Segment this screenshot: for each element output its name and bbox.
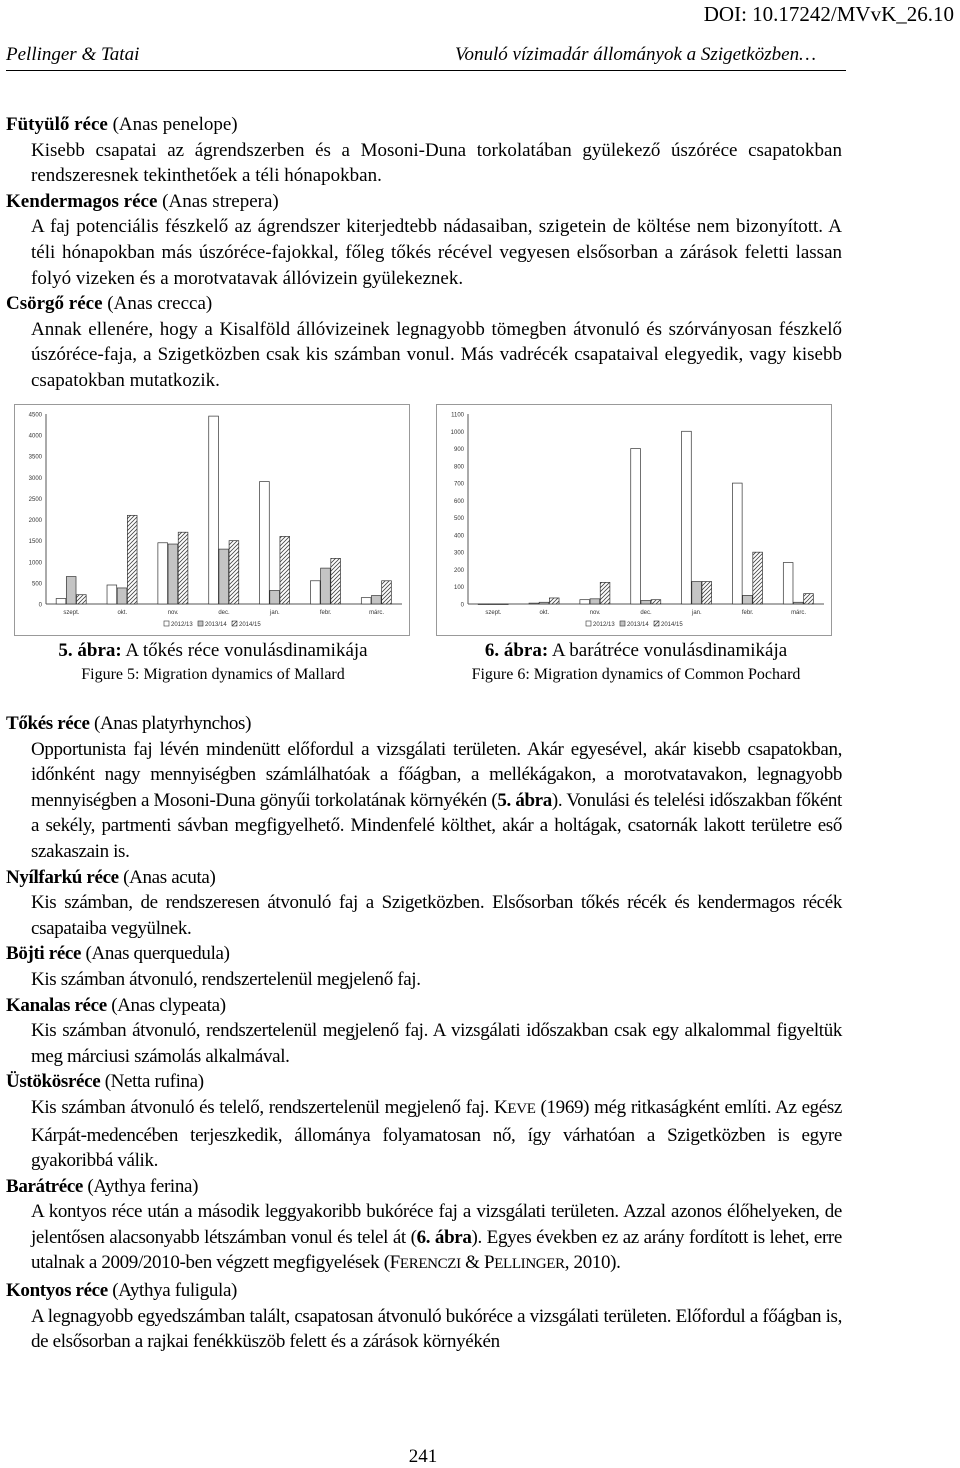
bar <box>499 604 509 605</box>
x-tick-label: jan. <box>270 610 280 616</box>
y-tick-label: 1100 <box>451 412 464 419</box>
figure-6-caption-hu: A barátréce vonulásdinamikája <box>551 640 788 661</box>
bar <box>127 515 137 604</box>
bar <box>702 582 712 604</box>
figure-5-caption-hu: A tőkés réce vonulásdinamikája <box>125 640 368 661</box>
species-text: Kis számban átvonuló, rendszertelenül megjelenő faj. A vizsgálati időszakban csak egy alkalommal figyeltük meg márciusi számolás alkalmával. <box>31 1020 842 1067</box>
bar <box>549 598 559 604</box>
species-text: Kis számban átvonuló, rendszertelenül megjelenő faj. <box>31 968 421 990</box>
species-heading: Tőkés réce (Anas platyrhynchos) <box>6 713 252 734</box>
x-tick-label: febr. <box>319 610 332 616</box>
y-tick-label: 0 <box>460 602 464 609</box>
bar <box>580 600 590 604</box>
bar <box>321 568 331 604</box>
x-tick-label: febr. <box>741 610 754 616</box>
bar <box>361 598 371 604</box>
bar <box>310 581 320 604</box>
legend-swatch <box>586 621 591 626</box>
bar <box>732 483 742 604</box>
legend-label: 2012/13 <box>171 622 193 628</box>
legend-swatch <box>232 621 237 626</box>
figure-5-caption <box>0 640 426 662</box>
y-tick-label: 4500 <box>28 412 42 419</box>
figure-5-caption-en: Figure 5: Migration dynamics of Mallard <box>81 666 345 683</box>
bar <box>382 581 392 604</box>
bar <box>260 482 270 604</box>
species-heading: Nyílfarkú réce (Anas acuta) <box>6 866 216 888</box>
x-tick-label: jan. <box>692 610 702 616</box>
species-text: Annak ellenére, hogy a Kisalföld állóvizeinek legnagyobb tömegben átvonuló és szórványosan fészkelő úszóréce-faja, a Szigetközben csak kis számban vonul. Más vadrécék csapataival elegyedik, vagy kisebb csapatokban mutatkozik. <box>31 318 842 391</box>
y-tick-label: 1000 <box>28 560 42 567</box>
y-tick-label: 600 <box>453 498 464 505</box>
y-tick-label: 1000 <box>450 429 464 436</box>
bar <box>371 596 381 604</box>
species-text: A legnagyobb egyedszámban talált, csapatosan átvonuló bukóréce a vizsgálati területen. Előfordul a főágban is, de elsősorban a rajkai fenékküszöb felett és a zárások környékén <box>31 1305 842 1353</box>
bar <box>804 594 814 604</box>
species-text: Opportunista faj lévén mindenütt előfordul a vizsgálati területen. Akár egyesével, akár kisebb csapatokban, időnként nagy mennyiségben számlálhatóak a főágban, a mellékágakon, a morotvatavakon, legnagyobb mennyiségben a Mosoni-Duna gönyűi torkolatának környékén (5. ábra). Vonulási és telelési időszakban főként a sekély, partmenti sávban megfigyelhető. Mindenfelé költhet, akár a holtágak, csatornák lakott területre eső szakaszain is. <box>31 738 842 862</box>
text-block-top <box>6 112 842 394</box>
x-tick-label: nov. <box>167 610 179 616</box>
species-heading: Kontyos réce (Aythya fuligula) <box>6 1280 237 1302</box>
x-tick-label: okt. <box>117 610 128 616</box>
species-text: Kis számban átvonuló és telelő, rendszertelenül megjelenő faj. KEVE (1969) még ritkaságként említi. Az egész Kárpát-medencében terjeszkedik, állománya folyamatosan nő, így várhatóan a Szigetközben is egyre gyakoribbá válik. <box>31 1096 843 1172</box>
species-heading: Csörgő réce (Anas crecca) <box>6 293 213 315</box>
header-rule <box>6 70 846 71</box>
bar <box>56 599 66 604</box>
x-tick-label: nov. <box>589 610 601 616</box>
figure-6-caption <box>426 640 846 662</box>
legend-swatch <box>620 621 625 626</box>
bar <box>743 595 753 604</box>
legend-label: 2014/15 <box>661 622 683 628</box>
species-text: A faj potenciális fészkelő az ágrendszer kiterjedtebb nádasaiban, szigetein de költése nem bizonyított. A téli hónapokban más úszóréce-fajokkal, főleg tőkés récével vegyesen elsősorban a zárások feletti lassan folyó vizeken és a morotvatavak állóvizein gyülekeznek. <box>31 216 842 289</box>
legend-label: 2013/14 <box>205 622 227 628</box>
text-block-bottom <box>6 711 842 1355</box>
x-tick-label: szept. <box>485 610 502 616</box>
bar <box>209 416 219 604</box>
figure-5-label: 5. ábra: <box>58 640 122 661</box>
bar <box>158 543 168 604</box>
bar <box>77 595 87 604</box>
x-tick-label: dec. <box>218 610 230 616</box>
y-tick-label: 1500 <box>28 539 42 546</box>
doi: DOI: 10.17242/MVvK_26.10 <box>703 2 954 26</box>
bar <box>66 577 76 604</box>
legend-label: 2012/13 <box>593 622 615 628</box>
figure-6-chart <box>436 404 832 636</box>
y-tick-label: 0 <box>38 602 42 609</box>
bar <box>651 600 661 604</box>
bar <box>478 604 488 605</box>
bar <box>631 449 641 604</box>
species-text: Kis számban, de rendszeresen átvonuló faj a Szigetközben. Elsősorban tőkés récék és kendermagos récék csapataiba vegyülnek. <box>31 892 842 939</box>
y-tick-label: 800 <box>453 464 464 471</box>
y-tick-label: 300 <box>453 550 464 557</box>
bar <box>117 588 127 604</box>
bar <box>270 590 280 604</box>
y-tick-label: 700 <box>453 481 464 488</box>
bar <box>331 558 341 604</box>
legend-swatch <box>654 621 659 626</box>
y-tick-label: 900 <box>453 447 464 454</box>
bar <box>280 536 290 604</box>
x-tick-label: okt. <box>539 610 550 616</box>
bar <box>178 532 188 604</box>
bar <box>229 541 239 604</box>
bar <box>600 582 610 604</box>
species-heading: Barátréce (Aythya ferina) <box>6 1175 199 1197</box>
species-text: Kisebb csapatai az ágrendszerben és a Mosoni-Duna torkolatában gyülekező úszóréce csapatokban rendszeresnek tekinthetőek a téli hónapokban. <box>31 139 842 187</box>
bar <box>753 552 763 604</box>
y-tick-label: 200 <box>453 567 464 574</box>
bar <box>219 549 229 604</box>
figure-6-caption-en: Figure 6: Migration dynamics of Common Pochard <box>471 666 801 683</box>
bar <box>488 604 498 605</box>
bar <box>168 544 178 604</box>
bar <box>641 601 651 604</box>
species-heading: Böjti réce (Anas querquedula) <box>6 943 230 965</box>
legend-label: 2014/15 <box>239 622 261 628</box>
legend-swatch <box>198 621 203 626</box>
y-tick-label: 100 <box>453 585 464 592</box>
running-head-authors: Pellinger & Tatai <box>6 44 140 65</box>
species-heading: Kendermagos réce (Anas strepera) <box>6 190 279 212</box>
x-tick-label: márc. <box>369 610 385 616</box>
bar <box>692 582 702 604</box>
y-tick-label: 400 <box>453 533 464 540</box>
page-number: 241 <box>408 1446 438 1467</box>
x-tick-label: szept. <box>63 610 80 616</box>
y-tick-label: 4000 <box>28 433 42 440</box>
legend-swatch <box>164 621 169 626</box>
y-tick-label: 500 <box>453 516 464 523</box>
bar <box>539 602 549 604</box>
species-text: A kontyos réce után a második leggyakoribb bukóréce faj a vizsgálati területen. Azzal azonos élőhelyeken, de jelentősen alacsonyabb létszámban vonul és telel át (6. ábra). Egyes években ez az arány fordított is lehet, erre utalnak a 2009/2010-ben végzett megfigyelések (FERENCZI & PELLINGER, 2010). <box>31 1201 842 1274</box>
bar <box>682 431 692 604</box>
bar <box>529 603 539 604</box>
running-head-title: Vonuló vízimadár állományok a Szigetközben… <box>455 44 816 65</box>
bar <box>793 602 803 604</box>
x-tick-label: márc. <box>791 610 807 616</box>
x-tick-label: dec. <box>640 610 652 616</box>
figure-5-chart <box>14 404 410 636</box>
y-tick-label: 3000 <box>28 475 42 482</box>
bar <box>590 599 600 604</box>
y-tick-label: 2000 <box>28 518 42 525</box>
species-heading: Kanalas réce (Anas clypeata) <box>6 994 226 1016</box>
figure-6-label: 6. ábra: <box>484 640 549 661</box>
bar <box>783 563 793 604</box>
y-tick-label: 500 <box>31 581 42 588</box>
bar <box>107 585 117 604</box>
y-tick-label: 2500 <box>28 496 42 503</box>
species-heading: Üstökösréce (Netta rufina) <box>6 1071 204 1093</box>
legend-label: 2013/14 <box>627 622 649 628</box>
y-tick-label: 3500 <box>28 454 42 461</box>
species-heading: Fütyülő réce (Anas penelope) <box>6 114 238 135</box>
